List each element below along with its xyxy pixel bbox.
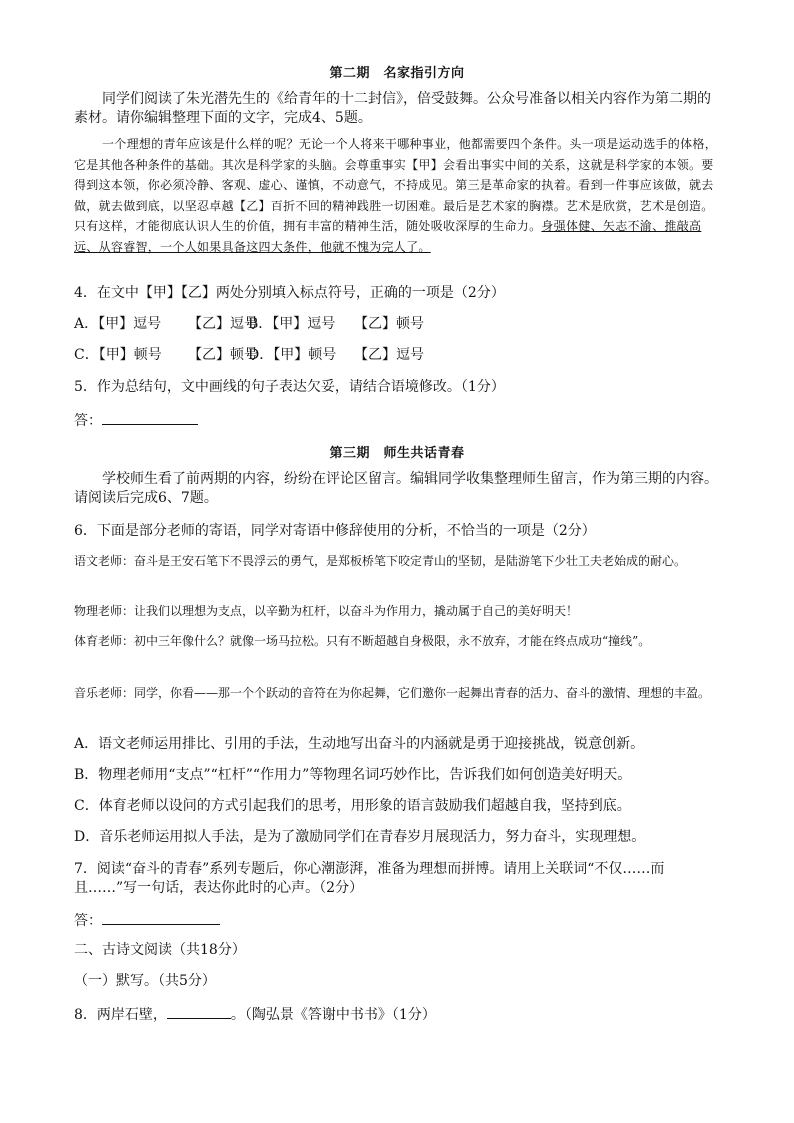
comment-text: 让我们以理想为支点，以辛勤为杠杆，以奋斗为作用力，撬动属于自己的美好明天！ [134, 604, 579, 618]
section2-intro: 同学们阅读了朱光潜先生的《给青年的十二封信》，倍受鼓舞。公众号准备以相关内容作为第二期的素材。请你编辑整理下面的文字，完成4、5题。 [74, 91, 711, 126]
passage-text: 一个理想的青年应该是什么样的呢？无论一个人将来干哪种事业，他都需要四个条件。头一项是运动选手的体格，它是其他各种条件的基础。其次是科学家的头脑。会尊重事实【甲】会看出事实中间的关系，这就是科学家的本领。要得到这本领，你必须冷静、客观、虚心、谨慎，不动意气，不持成见。第三是革命家的执着。看到一件事应该做，就去做，就去做到底，以坚忍卓越【乙】百折不回的精神践胜一切困难。最后是艺术家的胸襟。艺术是欣赏，艺术是创造。只有这样，才能彻底认识人生的价值，拥有丰富的精神生活，随处吸收深厚的生命力。 [74, 137, 718, 233]
section3-intro: 学校师生看了前两期的内容，纷纷在评论区留言。编辑同学收集整理师生留言，作为第三期的内容。请阅读后完成6、7题。 [74, 471, 718, 506]
comment-author: 物理老师： [74, 604, 135, 618]
q8 [74, 1004, 436, 1024]
q6-option-d: D．音乐老师运用拟人手法，是为了激励同学们在青春岁月展现活力，努力奋斗，实现理想。 [74, 829, 646, 845]
q4-options-row2 [74, 346, 424, 364]
comment-author: 语文老师： [74, 554, 135, 568]
comment-text: 初中三年像什么？就像一场马拉松。只有不断超越自身极限，永不放弃，才能在终点成功“撞线”。 [134, 634, 651, 648]
part2-subtitle: （一）默写。（共5分） [74, 973, 216, 989]
q4-option-a-part1: A．【甲】逗号 [74, 316, 162, 332]
q6-stem: 6．下面是部分老师的寄语，同学对寄语中修辞使用的分析，不恰当的一项是（2分） [74, 523, 596, 539]
q4-stem: 4．在文中【甲】【乙】两处分别填入标点符号，正确的一项是（2分） [74, 285, 505, 301]
q7-stem: 7．阅读“奋斗的青春”系列专题后，你心潮澎湃，准备为理想而拼博。请用上关联词“不仅……而且……”写一句话，表达你此时的心声。（2分） [74, 861, 665, 896]
comment-pe-teacher [74, 630, 720, 652]
q7-answer-label: 答： [74, 913, 102, 929]
comment-author: 体育老师： [74, 634, 135, 648]
comment-music-teacher [74, 682, 720, 704]
q5-answer-blank[interactable] [102, 410, 198, 425]
q6-option-c: C．体育老师以设问的方式引起我们的思考，用形象的语言鼓励我们超越自我，坚持到底。 [74, 798, 631, 814]
comment-author: 音乐老师： [74, 686, 135, 700]
comment-text: 奋斗是王安石笔下不畏浮云的勇气，是郑板桥笔下咬定青山的坚韧，是陆游笔下少壮工夫老始成的耐心。 [134, 554, 687, 568]
q4-option-a-part2: 【乙】逗号 [188, 316, 258, 332]
section3-title: 第三期 师生共话青春 [329, 446, 465, 461]
q4-option-d-part1: D．【甲】顿号 [248, 347, 337, 363]
comment-chinese-teacher [74, 550, 720, 572]
comment-physics-teacher [74, 600, 720, 622]
q8-text-after: 。（陶弘景《答谢中书书》（1分） [230, 1007, 436, 1023]
q8-text-before: 8．两岸石壁， [74, 1007, 167, 1023]
q4-option-b-part1: B．【甲】逗号 [248, 316, 336, 332]
q4-option-c-part2: 【乙】顿号 [188, 347, 258, 363]
q5-stem: 5．作为总结句，文中画线的句子表达欠妥，请结合语境修改。（1分） [74, 379, 505, 395]
q4-option-d-part2: 【乙】逗号 [354, 347, 424, 363]
section2-title: 第二期 名家指引方向 [329, 66, 465, 81]
q4-option-c-part1: C．【甲】顿号 [74, 347, 162, 363]
reading-passage [74, 134, 720, 257]
comment-text: 同学，你看——那一个个跃动的音符在为你起舞，它们邀你一起舞出青春的活力、奋斗的激情、理想的丰盈。 [134, 686, 711, 700]
q6-option-b: B．物理老师用“支点”“杠杆”“作用力”等物理名词巧妙作比，告诉我们如何创造美好明天。 [74, 767, 632, 783]
q8-answer-blank[interactable] [167, 1004, 231, 1019]
part2-title: 二、古诗文阅读（共18分） [74, 942, 246, 958]
q5-answer [74, 410, 198, 430]
q4-options-row1 [74, 315, 424, 333]
q5-answer-label: 答： [74, 413, 102, 429]
q6-option-a: A．语文老师运用排比、引用的手法，生动地写出奋斗的内涵就是勇于迎接挑战，锐意创新。 [74, 736, 645, 752]
q7-answer [74, 910, 220, 930]
q4-option-b-part2: 【乙】顿号 [354, 316, 424, 332]
q7-answer-blank[interactable] [102, 910, 220, 925]
passage-underlined-sentence: 身强体健、矢志不渝、推敲高远、从容睿智，一个人如果具备这四大条件，他就不愧为完人了。 [74, 219, 702, 254]
